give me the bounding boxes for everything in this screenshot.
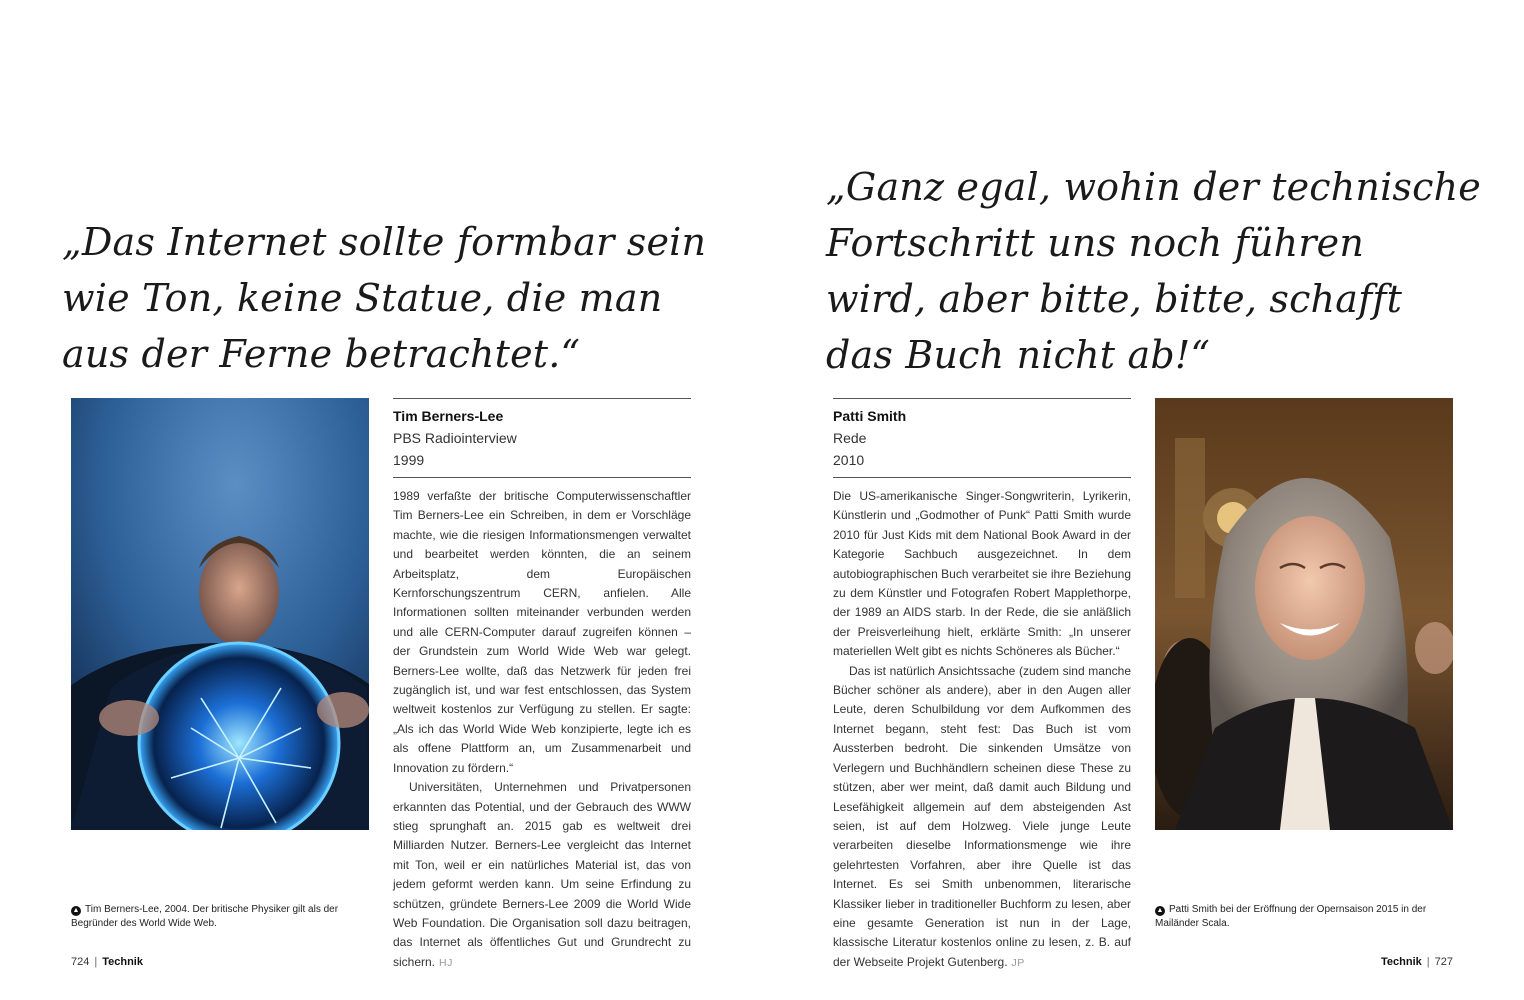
quote-source: Rede — [833, 430, 867, 446]
quote-line: das Buch nicht ab!“ — [826, 333, 1211, 377]
left-attribution — [393, 405, 691, 471]
tim-berners-lee-photo — [71, 398, 369, 830]
patti-smith-photo — [1155, 398, 1453, 830]
author-rule-top — [393, 398, 691, 399]
body-paragraph: 1989 verfaßte der britische Computerwissenschaftler Tim Berners-Lee ein Schreiben, in dem er Vorschläge machte, wie die riesigen Informationsmengen verwaltet und bearbeitet werden könnten, die an seinem Arbeitsplatz, dem Europäischen Kernforschungszentrum CERN, anfielen. Alle Informationen sollten miteinander verbunden werden und alle CERN-Computer darauf zugreifen können – der Grundstein zum World Wide Web war gelegt. Berners-Lee wollte, daß das Netzwerk für jeden frei zugänglich ist, und war fest entschlossen, das System weltweit kostenlos zur Verfügung zu stellen. Er sagte: „Als ich das World Wide Web konzipierte, legte ich es als offene Plattform an, um Zusammenarbeit und Innovation zu fördern.“ — [393, 489, 691, 775]
left-folio — [71, 955, 143, 969]
quote-line: „Ganz egal, wohin der technische — [826, 165, 1481, 209]
quote-line: Fortschritt uns noch führen — [826, 221, 1365, 265]
author-name: Tim Berners-Lee — [393, 408, 504, 424]
left-pull-quote — [62, 214, 707, 382]
caption-text: Patti Smith bei der Eröffnung der Opernsaison 2015 in der Mailänder Scala. — [1155, 904, 1427, 929]
author-initials: JP — [1011, 956, 1025, 969]
caption-arrow-icon: ▲ — [1156, 907, 1164, 914]
right-photo-caption — [1155, 903, 1453, 931]
author-rule-top — [833, 398, 1131, 399]
quote-line: wird, aber bitte, bitte, schafft — [826, 277, 1403, 321]
author-initials: HJ — [439, 956, 453, 969]
page-number: 724 — [71, 956, 90, 968]
folio-separator: | — [94, 956, 98, 968]
folio-separator: | — [1426, 956, 1430, 968]
quote-line: „Das Internet sollte formbar sein — [62, 220, 707, 264]
body-paragraph: Universitäten, Unternehmen und Privatpersonen erkannten das Potential, und der Gebrauch des WWW stieg sprunghaft an. 2015 gab es weltweit drei Milliarden Nutzer. Berners-Lee vergleicht das Internet mit Ton, weil er ein natürliches Material ist, das von jedem geformt werden kann. Um seine Erfindung zu schützen, gründete Berners-Lee 2009 die World Wide Web Foundation. Die Organisation soll dazu beitragen, das Internet als öffentliches Gut und Grundrecht zu sichern. HJ — [393, 780, 691, 969]
author-rule-bottom — [833, 477, 1131, 478]
quote-line: wie Ton, keine Statue, die man — [62, 276, 663, 320]
right-attribution — [833, 405, 1131, 471]
author-name: Patti Smith — [833, 408, 907, 424]
right-body-text — [833, 487, 1131, 973]
section-name: Technik — [1381, 956, 1422, 968]
author-rule-bottom — [393, 477, 691, 478]
quote-line: aus der Ferne betrachtet.“ — [62, 332, 581, 376]
section-name: Technik — [102, 956, 143, 968]
left-photo-caption — [71, 903, 361, 931]
page-number: 727 — [1434, 956, 1453, 968]
caption-arrow-icon: ▲ — [72, 907, 80, 914]
body-paragraph: Die US-amerikanische Singer-Songwriterin, Lyrikerin, Künstlerin und „Godmother of Punk“ Patti Smith wurde 2010 für Just Kids mit dem National Book Award in der Kategorie Sachbuch ausgezeichnet. In dem autobiographischen Buch verarbeitet sie ihre Beziehung zu dem Künstler und Fotografen Robert Mapplethorpe, der 1989 an AIDS starb. In der Rede, die sie anläßlich der Preisverleihung hielt, erklärte Smith: „In unserer materiellen Welt gibt es nichts Schöneres als Bücher.“ — [833, 489, 1131, 659]
right-folio — [1381, 955, 1453, 969]
quote-year: 2010 — [833, 452, 865, 468]
quote-source: PBS Radiointerview — [393, 430, 517, 446]
quote-year: 1999 — [393, 452, 425, 468]
caption-text: Tim Berners-Lee, 2004. Der britische Physiker gilt als der Begründer des World Wide Web. — [71, 904, 339, 929]
right-pull-quote — [826, 159, 1481, 383]
left-body-text — [393, 487, 691, 973]
body-paragraph: Das ist natürlich Ansichtssache (zudem sind manche Bücher schöner als andere), aber in den Augen aller Leute, deren Schulbildung vor dem Aufkommen des Internet begann, steht fest: Das Buch ist vom Aussterben bedroht. Die sinkenden Umsätze von Verlegern und Buchhändlern scheinen diese These zu stützen, aber wer meint, daß damit auch Bildung und Lesefähigkeit allgemein auf dem absteigenden Ast seien, ist auf dem Holzweg. Viele junge Leute verarbeiten dieselbe Informationsmenge wie ihre gelehrtesten Vorfahren, aber ihre Quelle ist das Internet. Es sei Smith unbenommen, literarische Klassiker lieber in traditioneller Buchform zu lesen, aber eine gesamte Generation ist nun in der Lage, klassische Literatur kostenlos online zu lesen, z. B. auf der Webseite Projekt Gutenberg. JP — [833, 663, 1131, 969]
